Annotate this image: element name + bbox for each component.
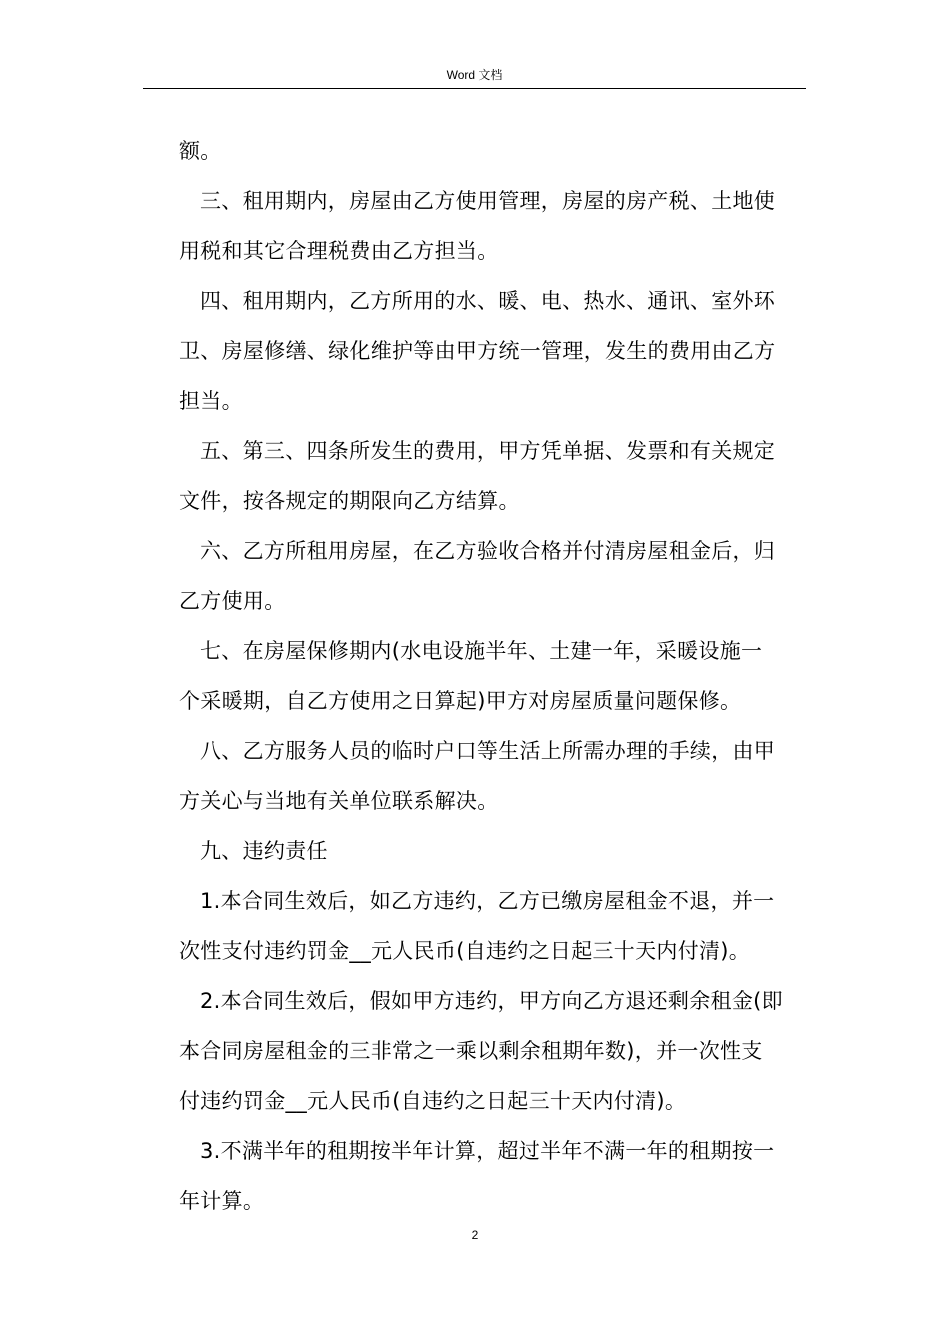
paragraph-clause-9-heading bbox=[179, 826, 803, 876]
line: 九、违约责任 bbox=[200, 839, 328, 863]
line: 七、在房屋保修期内(水电设施半年、土建一年，采暖设施一 bbox=[200, 639, 763, 663]
line: 五、第三、四条所发生的费用，甲方凭单据、发票和有关规定 bbox=[200, 439, 776, 463]
paragraph-item-2 bbox=[179, 976, 803, 1126]
line: 八、乙方服务人员的临时户口等生活上所需办理的手续，由甲 bbox=[200, 739, 776, 763]
line: 1.本合同生效后，如乙方违约，乙方已缴房屋租金不退，并一 bbox=[200, 889, 775, 913]
paragraph-clause-8 bbox=[179, 726, 803, 826]
line: 年计算。 bbox=[179, 1189, 265, 1213]
paragraph-continuation bbox=[179, 126, 803, 176]
page-number: 2 bbox=[471, 1228, 479, 1242]
header-title: Word 文档 bbox=[446, 68, 503, 82]
paragraph-item-1 bbox=[179, 876, 803, 976]
document-body bbox=[179, 126, 803, 1226]
line: 用税和其它合理税费由乙方担当。 bbox=[179, 239, 499, 263]
line: 乙方使用。 bbox=[179, 589, 286, 613]
line: 3.不满半年的租期按半年计算，超过半年不满一年的租期按一 bbox=[200, 1139, 775, 1163]
page-header bbox=[143, 64, 806, 89]
line: 担当。 bbox=[179, 389, 243, 413]
line: 本合同房屋租金的三非常之一乘以剩余租期年数)，并一次性支 bbox=[179, 1039, 763, 1063]
paragraph-clause-3 bbox=[179, 176, 803, 276]
line: 六、乙方所租用房屋，在乙方验收合格并付清房屋租金后，归 bbox=[200, 539, 776, 563]
paragraph-item-3 bbox=[179, 1126, 803, 1226]
line: 个采暖期，自乙方使用之日算起)甲方对房屋质量问题保修。 bbox=[179, 689, 742, 713]
line: 方关心与当地有关单位联系解决。 bbox=[179, 789, 499, 813]
paragraph-clause-7 bbox=[179, 626, 803, 726]
line: 次性支付违约罚金__元人民币(自违约之日起三十天内付清)。 bbox=[179, 939, 751, 963]
paragraph-clause-6 bbox=[179, 526, 803, 626]
line: 卫、房屋修缮、绿化维护等由甲方统一管理，发生的费用由乙方 bbox=[179, 339, 776, 363]
paragraph-clause-5 bbox=[179, 426, 803, 526]
line: 三、租用期内，房屋由乙方使用管理，房屋的房产税、土地使 bbox=[200, 189, 776, 213]
line: 额。 bbox=[179, 139, 222, 163]
line: 付违约罚金__元人民币(自违约之日起三十天内付清)。 bbox=[179, 1089, 687, 1113]
line: 四、租用期内，乙方所用的水、暖、电、热水、通讯、室外环 bbox=[200, 289, 776, 313]
paragraph-clause-4 bbox=[179, 276, 803, 426]
line: 2.本合同生效后，假如甲方违约，甲方向乙方退还剩余租金(即 bbox=[200, 989, 783, 1013]
line: 文件，按各规定的期限向乙方结算。 bbox=[179, 489, 520, 513]
